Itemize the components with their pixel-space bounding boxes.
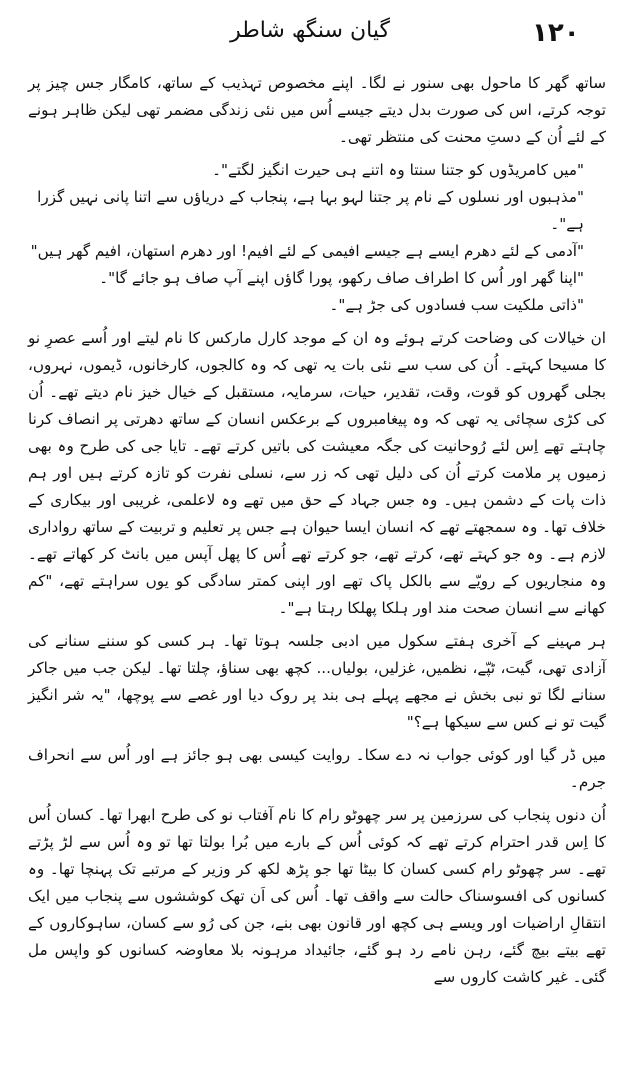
quote-line: "میں کامریڈوں کو جتنا سنتا وہ اتنے ہی حیرت انگیز لگتے"۔ — [212, 161, 584, 179]
quote-line: "اپنا گھر اور اُس کا اطراف صاف رکھو، پورا گاؤں اپنے آپ صاف ہو جائے گا"۔ — [99, 269, 584, 287]
body-text — [28, 70, 606, 997]
paragraph: میں ڈر گیا اور کوئی جواب نہ دے سکا۔ روایت کیسی بھی ہو جائز ہے اور اُس سے انحراف جرم۔ — [28, 746, 606, 791]
quote-line: "ذاتی ملکیت سب فسادوں کی جڑ ہے"۔ — [329, 296, 584, 314]
running-title: گیان سنگھ شاطر — [230, 18, 390, 43]
quote-line: "آدمی کے لئے دھرم ایسے ہے جیسے افیمی کے لئے افیم! اور دھرم استھان، افیم گھر ہیں" — [30, 242, 584, 260]
paragraph: ان خیالات کی وضاحت کرتے ہوئے وہ ان کے موجد کارل مارکس کا نام لیتے اور اُسے عصرِ نو کا مسیحا کہتے۔ اُن کی سب سے نئی بات یہ تھی کہ وہ کالجوں، کارخانوں، ڈیموں، نہروں، بجلی گھروں کو قوت، وقت، تقدیر، حیات، سرمایہ، مستقبل کے خیال خیز نام دیتے تھے۔ اُن کی کڑی سچائی یہ تھی کہ وہ پیغامبروں کے برعکس انسان کے ساتھ دھرتی پر انصاف کرنا چاہتے تھے اِس لئے رُوحانیت کی جگہ معیشت کی باتیں کرتے تھے۔ تایا جی کی طرح وہ بھی زمیوں پر ملامت کرتے اُن کی دلیل تھی کہ زر سے، نسلی نفرت کو تازہ کرتے ہیں اور ہم ذات پات کے دشمن ہیں۔ وہ جس جہاد کے حق میں تھے وہ لاعلمی، غریبی اور بیکاری کے خلاف تھا۔ وہ سمجھتے تھے کہ انسان ایسا حیوان ہے جس پر تعلیم و تربیت کے ساتھ رواداری لازم ہے۔ وہ جو کہتے تھے، کرتے تھے، جو کرتے تھے اُس کا پھل آپس میں بانٹ کر کھاتے تھے۔ وہ منجاریوں کے رویّے سے بالکل پاک تھے اور اپنی کمتر سادگی کو یوں سراہتے تھے، "کم کھانے سے انسان صحت مند اور ہلکا پھلکا رہتا ہے"۔ — [28, 329, 606, 617]
page-number: ۱۲۰ — [532, 18, 580, 48]
paragraph: ہر مہینے کے آخری ہفتے سکول میں ادبی جلسہ ہوتا تھا۔ ہر کسی کو سننے سنانے کی آزادی تھی، گیت، ٹپّے، نظمیں، غزلیں، بولیاں... کچھ بھی سناؤ، چلتا تھا۔ لیکن جب میں جاکر سنانے لگا تو نبی بخش نے مجھے پہلے ہی بند پر روک دیا اور غصے سے پوچھا، "یہ شر انگیز گیت تو نے کس سے سیکھا ہے؟" — [28, 632, 606, 731]
paragraph: اُن دنوں پنجاب کی سرزمین پر سر چھوٹو رام کا نام آفتاب نو کی طرح ابھرا تھا۔ کسان اُس کا اِس قدر احترام کرتے تھے کہ کوئی اُس کے بارے میں بُرا بولتا تھا تو وہ اُس سے لڑ پڑتے تھے۔ سر چھوٹو رام کسی کسان کا بیٹا تھا جو پڑھ لکھ کر وزیر کے مرتبے تک پہنچا تھا۔ وہ کسانوں کی افسوسناک حالت سے واقف تھا۔ اُس کی اَن تھک کوششوں سے پنجاب میں ایک انتقالِ اراضیات اور ویسے ہی کچھ اور قانون بھی بنے، جن کی رُو سے کسان، ساہوکاروں کے تھے بیتے بیچ گئے، رہن نامے رد ہو گئے، جائیداد مرہونہ بلا معاوضہ کسانوں کو واپس مل گئی۔ غیر کاشت کاروں سے — [28, 806, 606, 986]
quote-line: "مذہبوں اور نسلوں کے نام پر جتنا لہو بہا ہے، پنجاب کے دریاؤں سے اتنا پانی نہیں گزرا ہے"۔ — [37, 188, 584, 233]
paragraph: ساتھ گھر کا ماحول بھی سنور نے لگا۔ اپنے مخصوص تہذیب کے ساتھ، کامگار جس چیز پر توجہ کرتے، اس کی صورت بدل دیتے جیسے اُس میں نئی زندگی مضمر تھی لیکن ظاہر ہونے کے لئے اُن کے دستِ محنت کی منتظر تھی۔ — [28, 74, 606, 146]
page-header — [0, 18, 633, 60]
